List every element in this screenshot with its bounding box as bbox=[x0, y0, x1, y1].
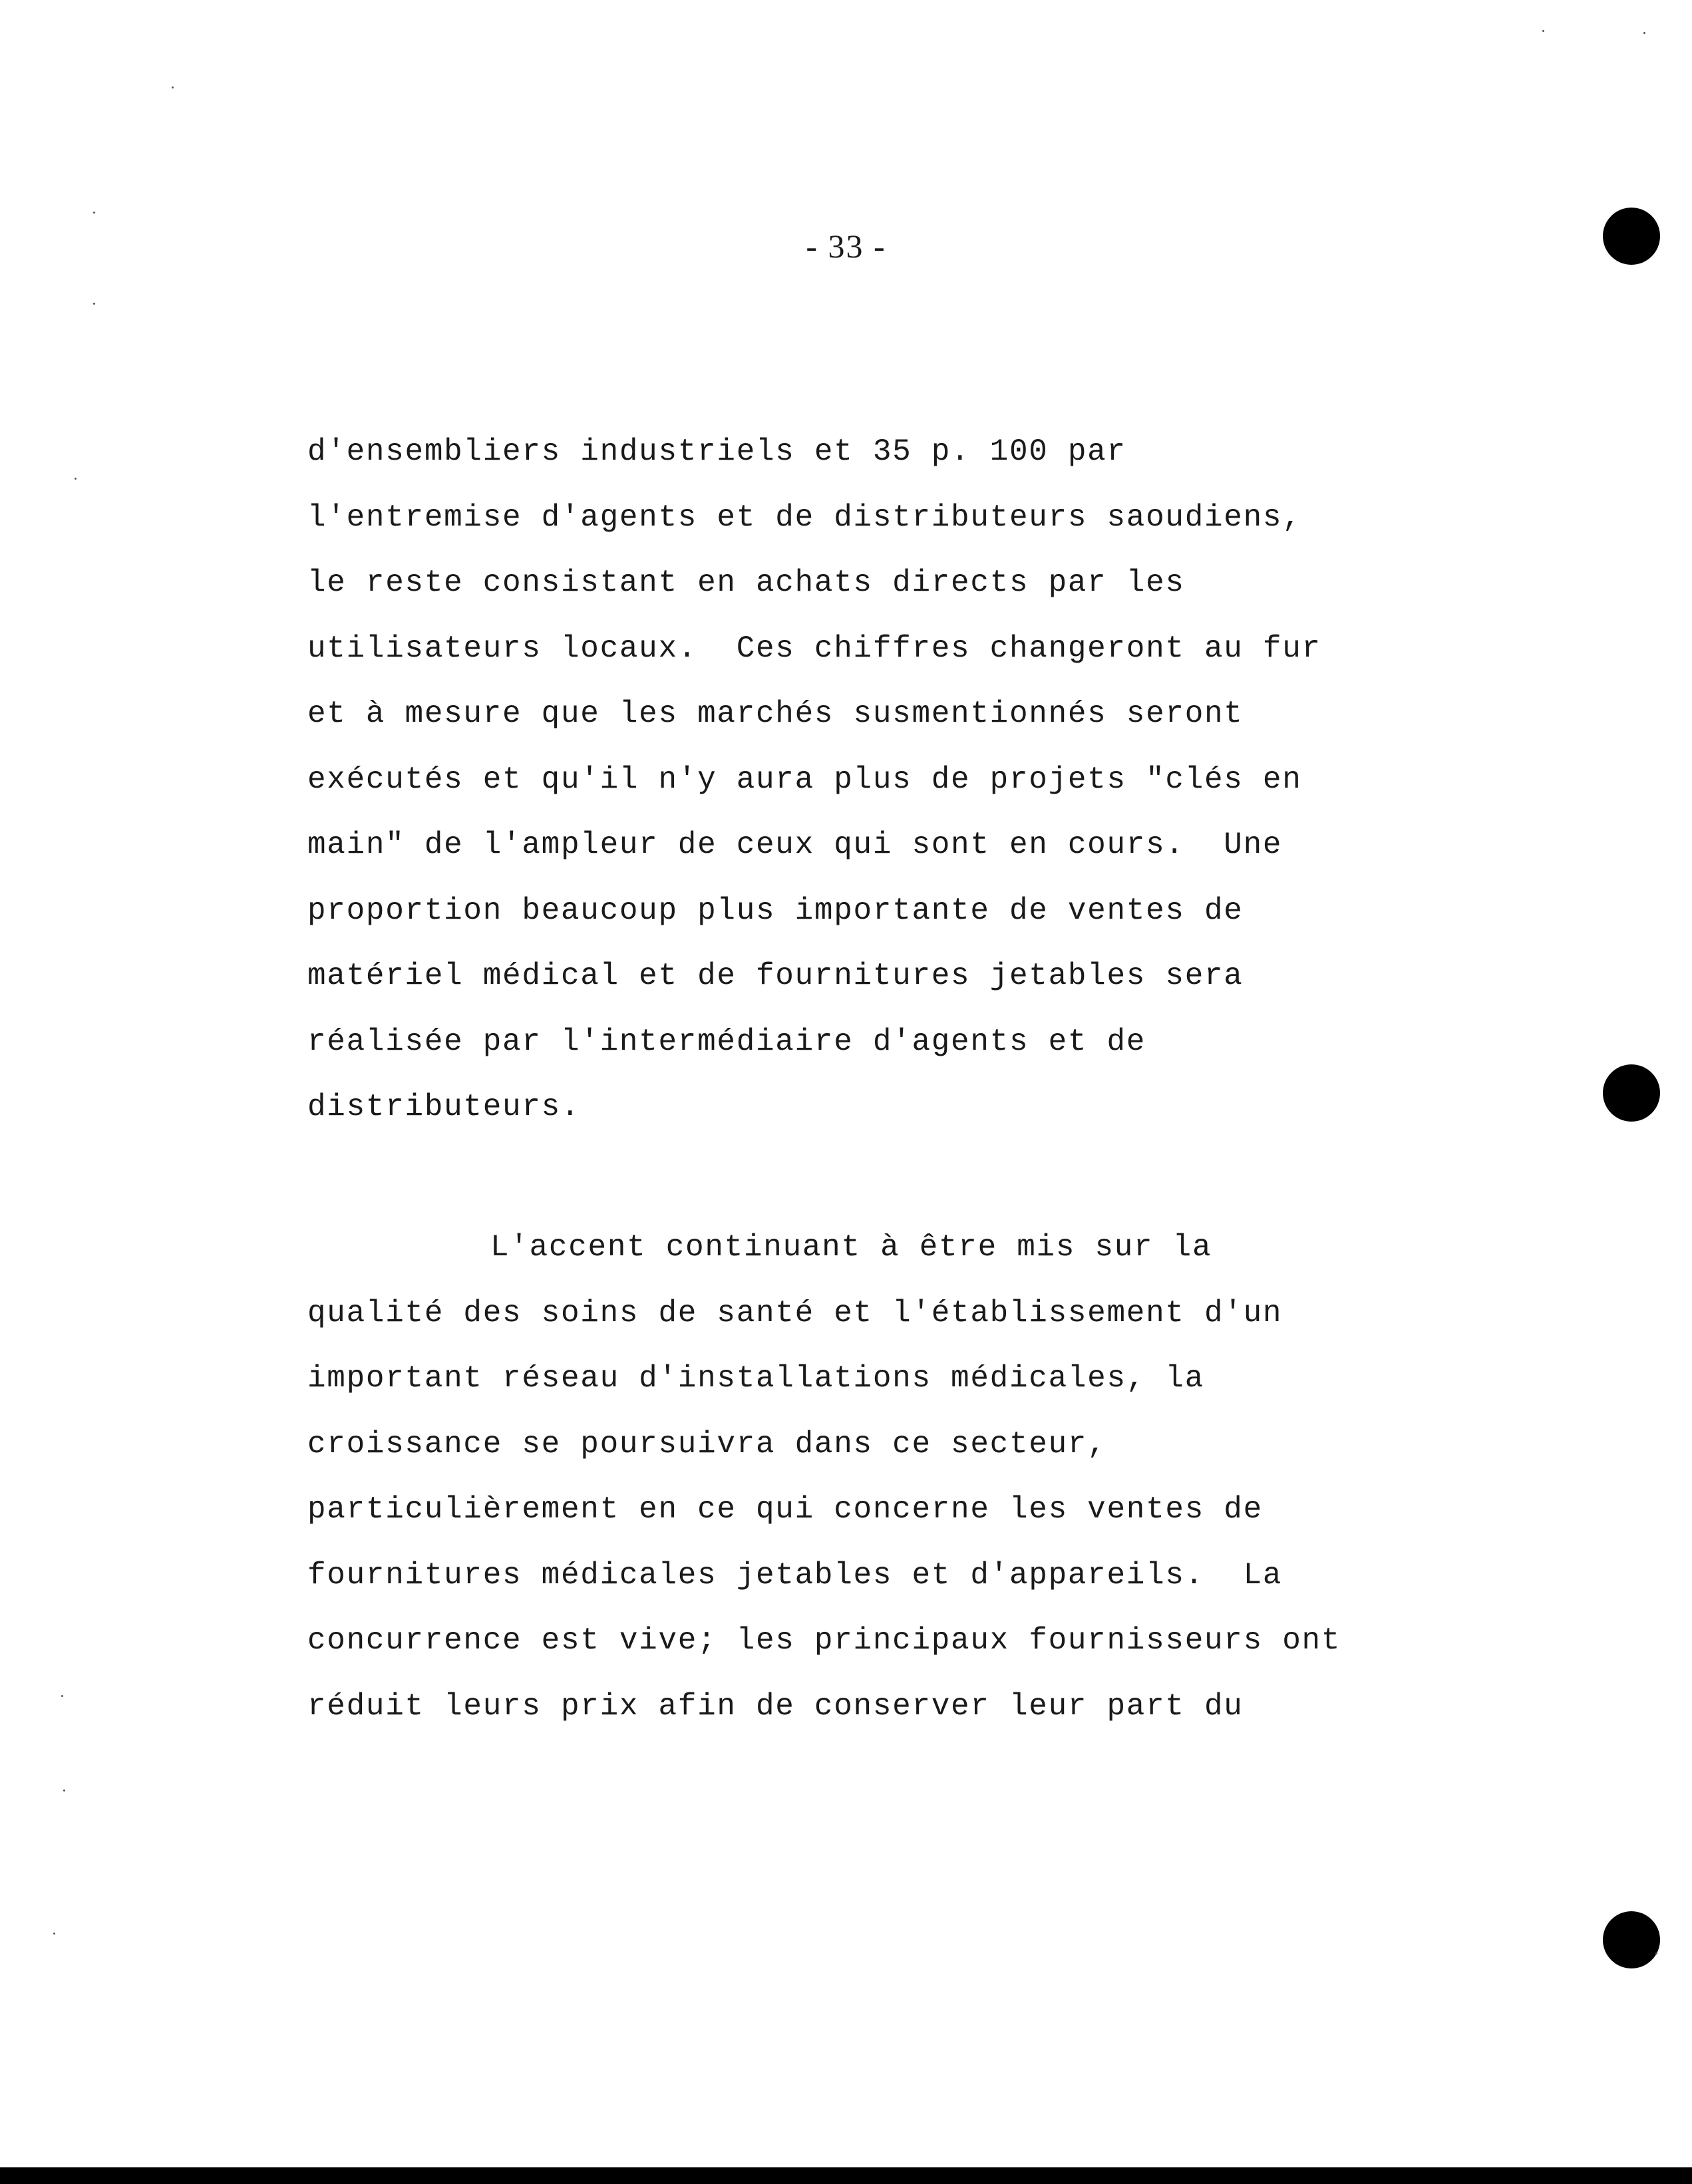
punch-hole-bottom bbox=[1603, 1911, 1660, 1968]
text-line: distributeurs. bbox=[307, 1090, 581, 1124]
text-line: matériel médical et de fournitures jetables sera bbox=[307, 959, 1244, 993]
text-line: réduit leurs prix afin de conserver leur part du bbox=[307, 1688, 1244, 1724]
punch-hole-top bbox=[1603, 208, 1660, 265]
text-line: croissance se poursuivra dans ce secteur, bbox=[307, 1426, 1107, 1462]
scan-bottom-edge bbox=[0, 2167, 1692, 2184]
text-line: qualité des soins de santé et l'établissement d'un bbox=[307, 1295, 1283, 1330]
text-line: et à mesure que les marchés susmentionnés seront bbox=[307, 697, 1244, 731]
text-line: d'ensembliers industriels et 35 p. 100 par bbox=[307, 434, 1126, 469]
scan-speck bbox=[172, 86, 174, 88]
scan-speck bbox=[63, 1790, 65, 1792]
text-line: important réseau d'installations médicales, la bbox=[307, 1361, 1205, 1396]
page-number: - 33 - bbox=[806, 228, 886, 265]
text-line-indented: L'accent continuant à être mis sur la bbox=[490, 1230, 1212, 1265]
scan-speck bbox=[93, 212, 95, 214]
scan-speck bbox=[1655, 1952, 1657, 1954]
text-line: exécutés et qu'il n'y aura plus de projets "clés en bbox=[307, 762, 1302, 797]
scan-speck bbox=[1643, 32, 1645, 34]
text-line: concurrence est vive; les principaux fournisseurs ont bbox=[307, 1623, 1341, 1658]
scan-speck bbox=[1542, 30, 1544, 32]
text-line: particulièrement en ce qui concerne les ventes de bbox=[307, 1492, 1263, 1527]
scan-speck bbox=[75, 478, 77, 480]
text-line: main" de l'ampleur de ceux qui sont en cours. Une bbox=[307, 828, 1283, 862]
text-line: le reste consistant en achats directs par les bbox=[307, 565, 1185, 600]
text-line: proportion beaucoup plus importante de ventes de bbox=[307, 893, 1244, 928]
text-line: l'entremise d'agents et de distributeurs saoudiens, bbox=[307, 500, 1302, 535]
scan-speck bbox=[61, 1695, 63, 1697]
scan-speck bbox=[53, 1933, 55, 1935]
text-line: fournitures médicales jetables et d'appareils. La bbox=[307, 1557, 1283, 1593]
punch-hole-middle bbox=[1603, 1064, 1660, 1122]
paragraph-1 bbox=[307, 419, 1572, 1140]
paragraph-2 bbox=[307, 1215, 1572, 1739]
text-line: réalisée par l'intermédiaire d'agents et de bbox=[307, 1024, 1146, 1059]
text-line: utilisateurs locaux. Ces chiffres changeront au fur bbox=[307, 631, 1321, 666]
scan-speck bbox=[93, 303, 95, 305]
